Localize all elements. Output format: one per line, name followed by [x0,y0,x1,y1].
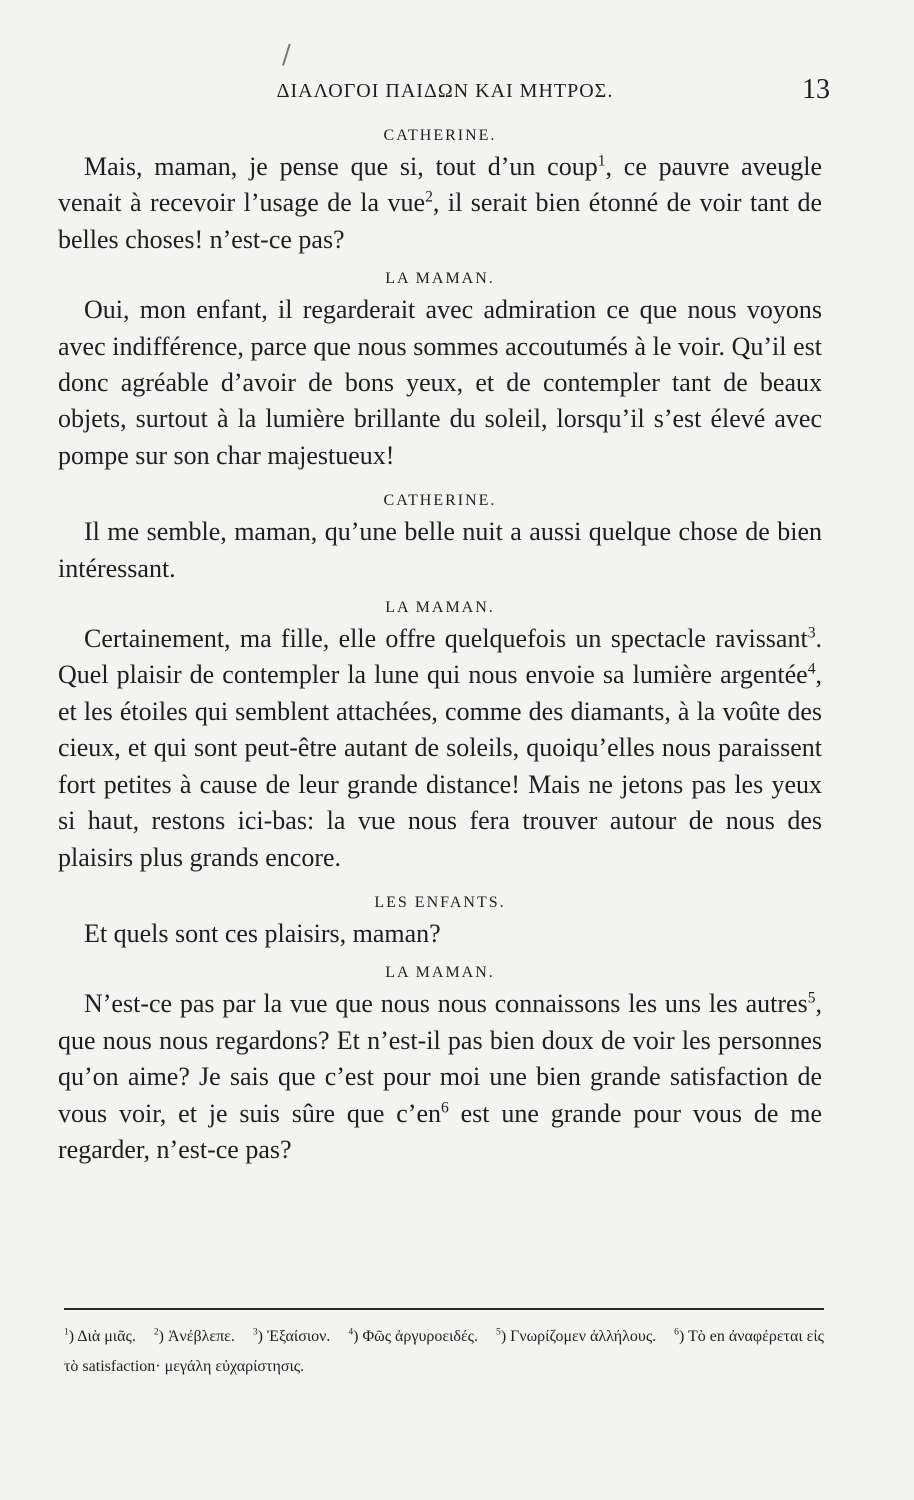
footnote-ref: 5 [807,989,816,1007]
dialogue-paragraph: Oui, mon enfant, il regarderait avec admiration ce que nous voyons avec indifférence, parce que nous sommes accoutumés à le voir. Qu’il est donc agréable d’avoir de bons yeux, et de contempler tant de beaux objets, surtout à la lumière brillante du soleil, lorsqu’il s’est élevé avec pompe sur son char majestueux! [58,295,822,470]
speaker-label: LA MAMAN. [385,964,495,982]
dialogue-paragraph: Et quels sont ces plaisirs, maman? [84,918,441,948]
speaker-label: LA MAMAN. [385,599,495,617]
footnote-ref: 1 [597,152,606,170]
footnote: $^4$) Φῶς ἀργυροειδές. [348,1326,479,1345]
footnotes [64,1322,824,1382]
running-head [60,70,830,110]
footnote-line [64,1322,824,1382]
dialogue-body [58,123,822,1168]
footnote-ref: 3 [807,624,816,642]
dialogue-paragraph: Certainement, ma fille, elle offre quelquefois un spectacle ravissant$^3$. Quel plaisir de contempler la lune qui nous envoie sa lumière argentée$^4$, et les étoiles qui semblent attachées, comme des diamants, à la voûte des cieux, et qui sont peut-être autant de soleils, quoiqu’elles nous paraissent fort petites à cause de leur grande distance! Mais ne jetons pas les yeux si haut, restons ici-bas: la vue nous fera trouver autour de nous des plaisirs plus grands encore. [58,624,822,872]
footnote: $^6$) Τὸ en ἀναφέρεται εἰς τὸ satisfaction· μεγάλη εὐχαρίστησις. [64,1326,825,1375]
dialogue-paragraph: Il me semble, maman, qu’une belle nuit a aussi quelque chose de bien intéressant. [58,517,822,583]
footnote-ref: 2 [425,188,433,206]
page-number: 13 [802,74,830,105]
speaker-label: CATHERINE. [383,127,497,144]
footnote: $^5$) Γνωρίζομεν ἀλλήλους. [496,1326,657,1345]
pencil-mark: / [282,40,291,70]
footnote-ref: 6 [441,1098,449,1116]
dialogue-paragraph: Mais, maman, je pense que si, tout d’un coup$^1$, ce pauvre aveugle venait à recevoir l’usage de la vue$^2$, il serait bien étonné de voir tant de belles choses! n’est-ce pas? [58,152,822,254]
footnote-ref: 4 [807,660,816,678]
speaker-label: LA MAMAN. [385,270,495,288]
footnote: $^1$) Διὰ μιᾶς. [64,1326,136,1345]
footnote: $^2$) Ἀνέβλεπε. [153,1326,235,1345]
footnote: $^3$) Ἐξαίσιον. [252,1326,331,1345]
speaker-label: LES ENFANTS. [374,893,506,911]
running-title: ΔΙΑΛΟΓΟΙ ΠΑΙΔΩΝ ΚΑΙ ΜΗΤΡΟΣ. [276,80,614,102]
footnote-rule [64,1308,824,1310]
speaker-label: CATHERINE. [383,492,497,510]
dialogue-paragraph: N’est-ce pas par la vue que nous nous connaissons les uns les autres$^5$, que nous nous regardons? Et n’est-il pas bien doux de voir les personnes qu’on aime? Je sais que c’est pour moi une bien grande satisfaction de vous voir, et je suis sûre que $c’en^6$ est une grande pour vous de me regarder, n’est-ce pas? [58,989,822,1164]
